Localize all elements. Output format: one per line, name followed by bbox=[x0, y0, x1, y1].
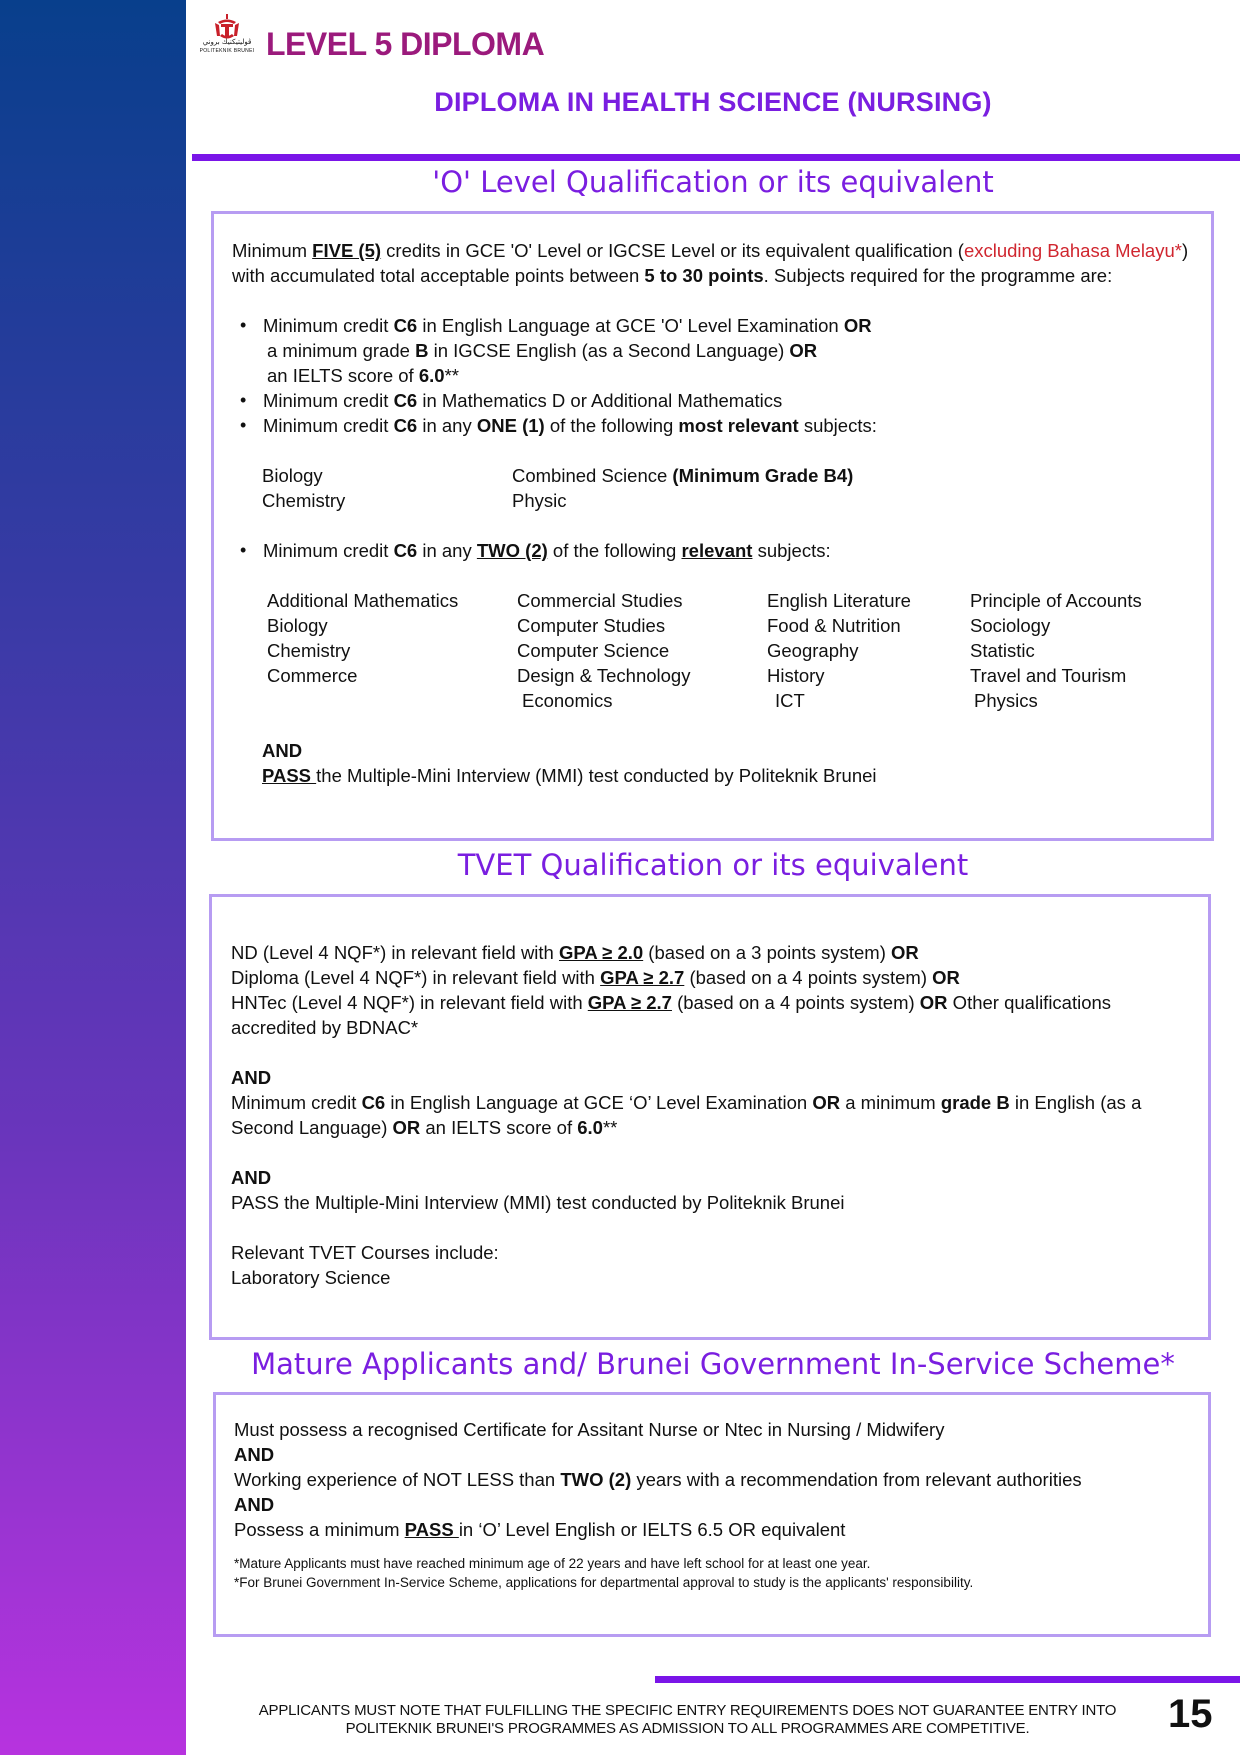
mature-heading: Mature Applicants and/ Brunei Government In-Service Scheme* bbox=[251, 1347, 1175, 1381]
mature-footnotes bbox=[234, 1554, 1199, 1592]
level-title: LEVEL 5 DIPLOMA bbox=[266, 26, 545, 62]
o-level-heading: 'O' Level Qualification or its equivalent bbox=[432, 165, 994, 199]
subject-item: ICT bbox=[775, 690, 805, 711]
relevant-subjects-col1 bbox=[267, 588, 517, 713]
program-title: DIPLOMA IN HEALTH SCIENCE (NURSING) bbox=[434, 87, 992, 117]
tvet-heading: TVET Qualification or its equivalent bbox=[457, 848, 969, 882]
footer-divider bbox=[655, 1676, 1240, 1683]
tvet-line-nd: ND (Level 4 NQF*) in relevant field with GPA ≥ 2.0 (based on a 3 points system) OR bbox=[231, 942, 919, 963]
mmi-requirement: PASS the Multiple-Mini Interview (MMI) test conducted by Politeknik Brunei bbox=[262, 765, 877, 786]
most-relevant-subjects bbox=[232, 463, 1197, 513]
subject-item: Geography bbox=[767, 640, 859, 661]
subject-item: Chemistry bbox=[267, 640, 351, 661]
logo-arabic-text: ڤوليتيكنيك بروني bbox=[202, 38, 252, 46]
footnote-age: *Mature Applicants must have reached minimum age of 22 years and have left school for at least one year. bbox=[234, 1556, 871, 1571]
o-level-bullets bbox=[232, 313, 1197, 438]
tvet-content bbox=[231, 940, 1196, 1290]
relevant-subjects-col3 bbox=[767, 588, 970, 713]
tvet-courses-label: Relevant TVET Courses include: bbox=[231, 1242, 499, 1263]
and-label: AND bbox=[231, 1167, 272, 1188]
bullet-english-requirement: • Minimum credit C6 in English Language at GCE 'O' Level Examination OR a minimum grade B in IGCSE English (as a Second Language) OR an IELTS score of 6.0** bbox=[232, 313, 1197, 388]
bullet-two-subjects-requirement: • Minimum credit C6 in any TWO (2) of the following relevant subjects: bbox=[232, 538, 1197, 563]
subject-item: Computer Studies bbox=[517, 615, 666, 636]
excluding-note: excluding Bahasa Melayu* bbox=[963, 240, 1182, 261]
o-level-box bbox=[211, 211, 1214, 841]
subject-item: Sociology bbox=[970, 615, 1051, 636]
page-number: 15 bbox=[1168, 1692, 1213, 1736]
tvet-line-hntec: HNTec (Level 4 NQF*) in relevant field with GPA ≥ 2.7 (based on a 4 points system) OR Other qualifications accredited by BDNAC* bbox=[231, 992, 1112, 1038]
relevant-subjects-col2 bbox=[517, 588, 767, 713]
and-label: AND bbox=[234, 1494, 275, 1515]
subject-item: Economics bbox=[522, 690, 613, 711]
footnote-in-service: *For Brunei Government In-Service Scheme, applications for departmental approval to study is the applicants' responsibility. bbox=[234, 1575, 974, 1590]
subject-item: Physics bbox=[974, 690, 1038, 711]
subject-item: History bbox=[767, 665, 825, 686]
subject-item: Food & Nutrition bbox=[767, 615, 901, 636]
subject-item: Biology bbox=[262, 465, 323, 486]
mature-experience-requirement: Working experience of NOT LESS than TWO (2) years with a recommendation from relevant authorities bbox=[234, 1469, 1082, 1490]
subject-item: Design & Technology bbox=[517, 665, 691, 686]
tvet-mmi-requirement: PASS the Multiple-Mini Interview (MMI) test conducted by Politeknik Brunei bbox=[231, 1192, 845, 1213]
mature-box bbox=[213, 1392, 1211, 1637]
subject-item: Physic bbox=[512, 490, 567, 511]
bullet-math-requirement: • Minimum credit C6 in Mathematics D or Additional Mathematics bbox=[232, 388, 1197, 413]
subject-item: Commerce bbox=[267, 665, 358, 686]
o-level-bullets-2 bbox=[232, 538, 1197, 563]
tvet-english-requirement: Minimum credit C6 in English Language at GCE ‘O’ Level Examination OR a minimum grade B in English (as a Second Language) OR an IELTS score of 6.0** bbox=[231, 1092, 1142, 1138]
subject-item: Additional Mathematics bbox=[267, 590, 459, 611]
logo-english-text: POLITEKNIK BRUNEI bbox=[199, 48, 255, 54]
tvet-box bbox=[209, 894, 1211, 1340]
mature-english-requirement: Possess a minimum PASS in ‘O’ Level English or IELTS 6.5 OR equivalent bbox=[234, 1519, 846, 1540]
subject-item: Principle of Accounts bbox=[970, 590, 1142, 611]
subject-item: Statistic bbox=[970, 640, 1035, 661]
o-level-and-block bbox=[232, 738, 1197, 788]
crest-icon bbox=[212, 14, 242, 40]
footer-disclaimer: APPLICANTS MUST NOTE THAT FULFILLING THE SPECIFIC ENTRY REQUIREMENTS DOES NOT GUARANTEE ENTRY INTO POLITEKNIK BRUNEI'S PROGRAMMES AS ADMISSION TO ALL PROGRAMMES ARE COMPETITIVE. bbox=[258, 1702, 1117, 1737]
o-level-intro: Minimum FIVE (5) credits in GCE 'O' Level or IGCSE Level or its equivalent qualification (excluding Bahasa Melayu*) with accumulated total acceptable points between 5 to 30 points. Subjects required for the programme are: bbox=[232, 240, 1189, 286]
subject-item: Commercial Studies bbox=[517, 590, 683, 611]
relevant-subjects-table bbox=[232, 588, 1197, 713]
subject-item: Chemistry bbox=[262, 490, 346, 511]
and-label: AND bbox=[262, 740, 303, 761]
and-label: AND bbox=[231, 1067, 272, 1088]
header-divider bbox=[192, 154, 1240, 161]
subject-item: Combined Science (Minimum Grade B4) bbox=[512, 465, 854, 486]
subject-item: Computer Science bbox=[517, 640, 670, 661]
tvet-line-diploma: Diploma (Level 4 NQF*) in relevant field with GPA ≥ 2.7 (based on a 4 points system) OR bbox=[231, 967, 960, 988]
mature-certificate-requirement: Must possess a recognised Certificate for Assitant Nurse or Ntec in Nursing / Midwifery bbox=[234, 1419, 945, 1440]
tvet-course-item: Laboratory Science bbox=[231, 1267, 391, 1288]
subject-item: English Literature bbox=[767, 590, 911, 611]
mature-content bbox=[234, 1417, 1199, 1592]
and-label: AND bbox=[234, 1444, 275, 1465]
sidebar-gradient bbox=[0, 0, 186, 1755]
relevant-subjects-col4 bbox=[970, 588, 1190, 713]
politeknik-brunei-logo bbox=[198, 14, 256, 56]
subject-item: Travel and Tourism bbox=[970, 665, 1127, 686]
bullet-one-subject-requirement: • Minimum credit C6 in any ONE (1) of the following most relevant subjects: bbox=[232, 413, 1197, 438]
subject-item: Biology bbox=[267, 615, 328, 636]
o-level-content bbox=[232, 238, 1197, 788]
